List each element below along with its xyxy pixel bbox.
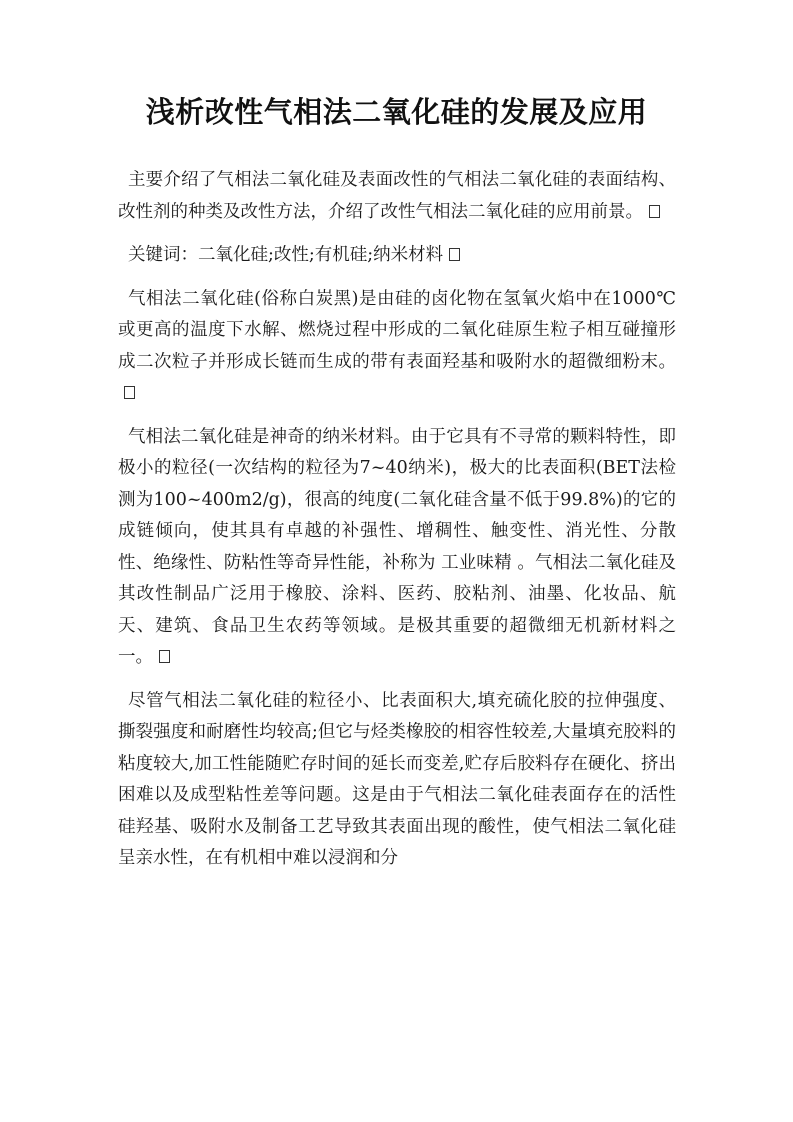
- body-paragraph: [118, 686, 676, 875]
- document-body: [118, 165, 676, 887]
- abstract-text: 主要介绍了气相法二氧化硅及表面改性的气相法二氧化硅的表面结构、改性剂的种类及改性方法，介绍了改性气相法二氧化硅的应用前景。: [118, 170, 676, 222]
- body-paragraph: [118, 284, 676, 410]
- paragraph-mark-icon: [649, 205, 660, 218]
- paragraph-mark-icon: [124, 386, 135, 399]
- keywords-paragraph: [118, 240, 676, 272]
- paragraph-text: 气相法二氧化硅(俗称白炭黑)是由硅的卤化物在氢氧火焰中在1000℃或更高的温度下水解、燃烧过程中形成的二氧化硅原生粒子相互碰撞形成二次粒子并形成长链而生成的带有表面羟基和吸附水的超微细粉末。: [118, 288, 676, 372]
- paragraph-text: 气相法二氧化硅是神奇的纳米材料。由于它具有不寻常的颗料特性，即极小的粒径(一次结构的粒径为7~40纳米)，极大的比表面积(BET法检测为100~400m2/g)，很高的纯度(二氧化硅含量不低于99.8%)的它的成链倾向，使其具有卓越的补强性、增稠性、触变性、消光性、分散性、绝缘性、防粘性等奇异性能，补称为 工业味精 。气相法二氧化硅及其改性制品广泛用于橡胶、涂料、医药、胶粘剂、油墨、化妆品、航天、建筑、食品卫生农药等领域。是极其重要的超微细无机新材料之一。: [118, 426, 676, 667]
- paragraph-mark-icon: [159, 650, 170, 663]
- paragraph-mark-icon: [449, 248, 460, 261]
- keywords-text: 关键词：二氧化硅;改性;有机硅;纳米材料: [128, 245, 444, 265]
- body-paragraph: [118, 422, 676, 674]
- paragraph-text: 尽管气相法二氧化硅的粒径小、比表面积大,填充硫化胶的拉伸强度、撕裂强度和耐磨性均较高;但它与烃类橡胶的相容性较差,大量填充胶料的粘度较大,加工性能随贮存时间的延长而变差,贮存后胶料存在硬化、挤出困难以及成型粘性差等问题。这是由于气相法二氧化硅表面存在的活性硅羟基、吸附水及制备工艺导致其表面出现的酸性，使气相法二氧化硅呈亲水性，在有机相中难以浸润和分: [118, 690, 676, 868]
- abstract-paragraph: [118, 165, 676, 228]
- document-title: 浅析改性气相法二氧化硅的发展及应用: [145, 95, 648, 129]
